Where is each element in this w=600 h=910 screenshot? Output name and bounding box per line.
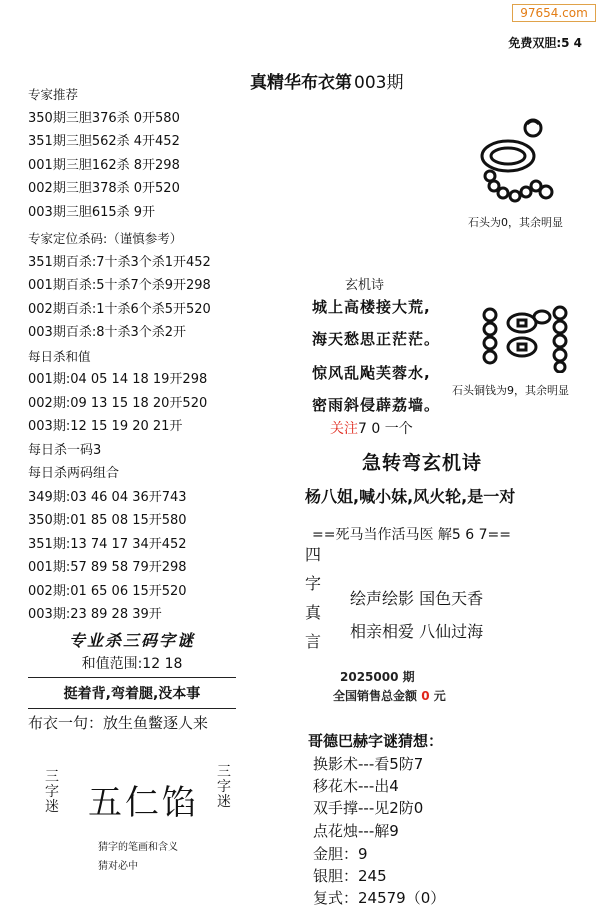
kill-one-text: 每日杀一码3	[28, 442, 102, 458]
sizi-char: 真	[304, 603, 321, 622]
guess-row: 复式：24579（0）	[313, 889, 446, 907]
list-item: 001期:04 05 14 18 19开298	[28, 372, 208, 387]
stone-caption-1: 石头为0，其余明显	[468, 216, 563, 229]
sizi-char: 言	[304, 632, 321, 651]
follow-text	[330, 418, 413, 438]
list-item: 003期:23 89 28 39开	[28, 607, 162, 622]
stone-pattern-1-image	[468, 114, 563, 209]
riddle-hint: 猜字的笔画和含义	[98, 842, 178, 853]
period-label: 2025000 期	[340, 670, 415, 684]
list-item: 001期百杀:5十杀7个杀9开298	[28, 278, 211, 293]
sizi-char: 字	[304, 574, 321, 593]
page-title	[250, 68, 403, 93]
yang-line: 杨八姐,喊小妹,风火轮,是一对	[305, 487, 516, 506]
guess-row: 移花木---出4	[313, 777, 399, 795]
list-item: 001期:57 89 58 79开298	[28, 560, 187, 575]
stone-caption-2: 石头铜钱为9，其余明显	[452, 384, 569, 397]
follow-value: 7 0 一个	[358, 421, 413, 437]
title-issue: 003期	[354, 73, 404, 93]
riddle-word: 五仁馅	[88, 783, 199, 823]
riddle-right-label: 三字迷	[217, 764, 231, 810]
guess-row: 银胆：245	[313, 867, 387, 885]
sales-total	[333, 687, 446, 704]
poem-line: 海天愁思正茫茫。	[312, 330, 441, 348]
guess-row: 换影术---看5防7	[313, 755, 424, 773]
idiom-line: 绘声绘影 国色天香	[350, 589, 484, 608]
stone-pattern-2-image	[478, 305, 578, 373]
poem-line: 密雨斜侵薜荔墙。	[312, 396, 441, 414]
sum-heading: 每日杀和值	[28, 348, 91, 364]
list-item: 351期百杀:7十杀3个杀1开452	[28, 254, 211, 270]
pro-kill-box	[28, 628, 236, 713]
list-item: 002期三胆378杀 0开520	[28, 181, 180, 196]
guess-row: 点花烛---解9	[313, 822, 399, 840]
poem-line: 惊风乱飐芙蓉水,	[312, 364, 431, 382]
list-item: 002期:01 65 06 15开520	[28, 583, 187, 599]
goldbach-title: 哥德巴赫字谜猜想：	[308, 732, 444, 750]
dead-horse-line: ==死马当作活马医 解5 6 7==	[312, 527, 511, 543]
two-code-heading: 每日杀两码组合	[28, 466, 120, 481]
poem-line: 城上高楼接大荒,	[312, 298, 431, 316]
list-item: 351期三胆562杀 4开452	[28, 134, 180, 149]
sizi-char: 四	[304, 545, 321, 564]
xuanji-title: 玄机诗	[345, 278, 385, 293]
list-item: 003期:12 15 19 20 21开	[28, 419, 183, 434]
guess-row: 金胆：9	[313, 845, 368, 863]
free-pair-text: 免费双胆:5 4	[508, 36, 582, 50]
sales-amount: 0	[421, 689, 430, 703]
verse-line: 挺着背,弯着腿,没本事	[63, 686, 201, 702]
site-watermark: 97654.com	[512, 4, 596, 22]
sales-label: 全国销售总金额	[333, 689, 418, 703]
list-item: 351期:13 74 17 34开452	[28, 536, 187, 552]
follow-label: 关注	[330, 421, 358, 437]
list-item: 350期三胆376杀 0开580	[28, 110, 180, 126]
guess-row: 双手撑---见2防0	[313, 799, 424, 817]
expert-section	[28, 83, 180, 224]
riddle-poem-title: 急转弯玄机诗	[362, 452, 483, 474]
riddle-hint: 猜对必中	[98, 861, 138, 872]
title-text: 真精华布衣第	[250, 73, 352, 93]
divider	[28, 677, 236, 678]
list-item: 349期:03 46 04 36开743	[28, 489, 187, 505]
divider	[28, 708, 236, 709]
sum-range: 和值范围:12 18	[81, 656, 183, 672]
buyi-sentence: 布衣一句：放生鱼鳖逐人来	[28, 714, 209, 732]
position-heading: 专家定位杀码:（谨慎参考）	[28, 231, 183, 246]
list-item: 002期:09 13 15 18 20开520	[28, 395, 208, 411]
riddle-left-label: 三字迷	[45, 769, 59, 815]
list-item: 003期百杀:8十杀3个杀2开	[28, 325, 187, 340]
list-item: 001期三胆162杀 8开298	[28, 157, 180, 173]
list-item: 002期百杀:1十杀6个杀5开520	[28, 301, 211, 317]
list-item: 003期三胆615杀 9开	[28, 204, 156, 220]
list-item: 350期:01 85 08 15开580	[28, 513, 187, 528]
position-section	[28, 227, 211, 627]
idiom-line: 相亲相爱 八仙过海	[350, 622, 484, 641]
pro-kill-title: 专业杀三码字谜	[68, 631, 195, 650]
sales-unit: 元	[433, 689, 446, 703]
sizi-label	[303, 540, 323, 656]
expert-heading: 专家推荐	[28, 87, 79, 102]
